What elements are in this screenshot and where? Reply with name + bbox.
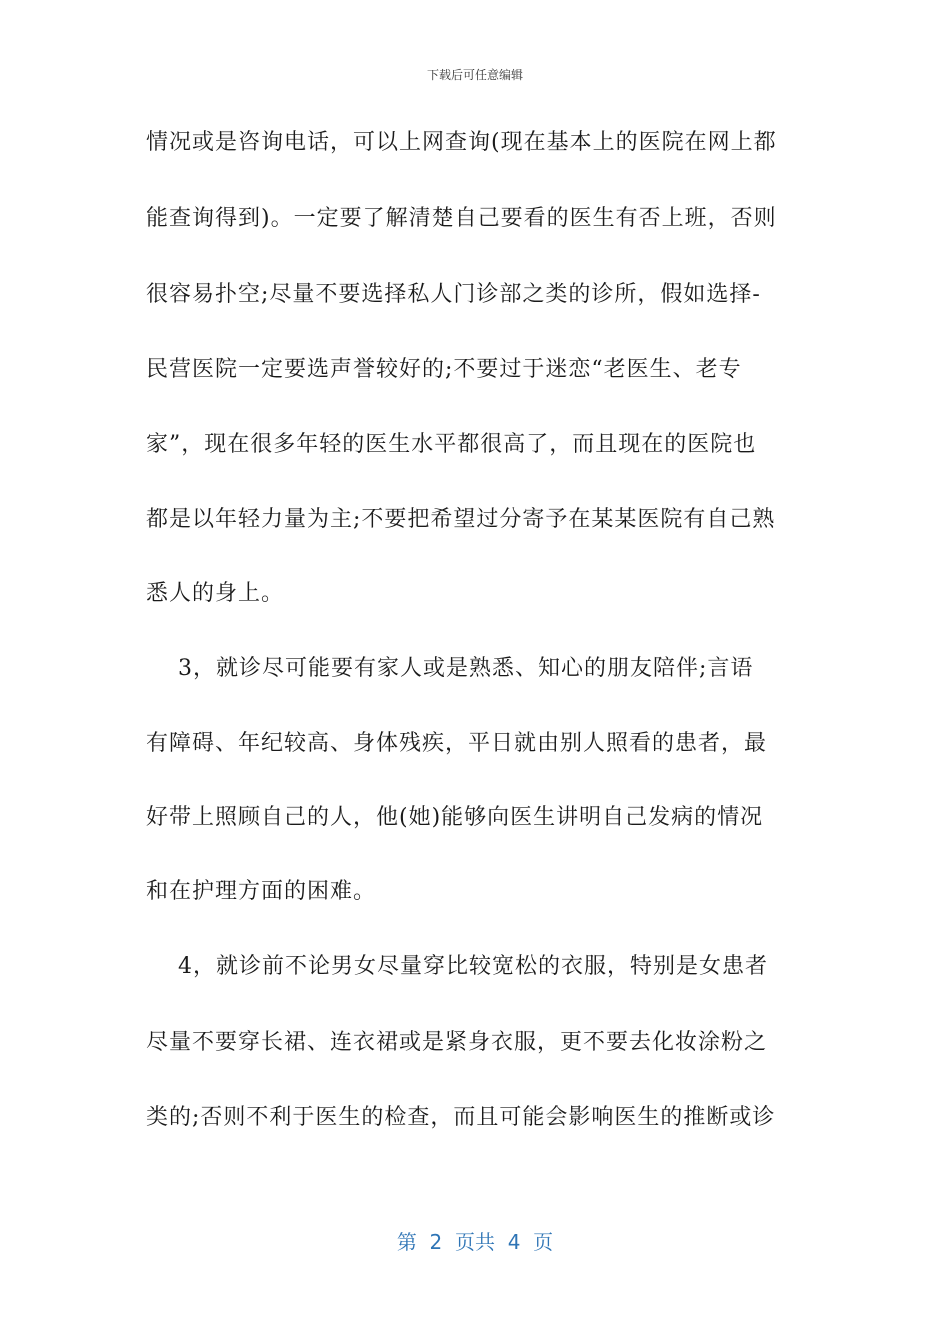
page-number-footer: 第 2 页共 4 页 xyxy=(396,1230,554,1254)
body-line: 家”，现在很多年轻的医生水平都很高了，而且现在的医院也 xyxy=(146,432,757,457)
body-line: 尽量不要穿长裙、连衣裙或是紧身衣服，更不要去化妆涂粉之 xyxy=(146,1030,768,1055)
body-line: 能查询得到)。一定要了解清楚自己要看的医生有否上班，否则 xyxy=(146,206,777,231)
body-line: 都是以年轻力量为主;不要把希望过分寄予在某某医院有自己熟 xyxy=(146,507,776,532)
body-line: 类的;否则不利于医生的检查，而且可能会影响医生的推断或诊 xyxy=(146,1105,776,1130)
body-line: 和在护理方面的困难。 xyxy=(146,879,377,904)
paragraph-4-first-line: 4，就诊前不论男女尽量穿比较宽松的衣服，特别是女患者 xyxy=(146,954,768,979)
body-line: 民营医院一定要选声誉较好的;不要过于迷恋“老医生、老专 xyxy=(146,357,742,382)
page-header: 下载后可任意编辑 xyxy=(426,68,523,82)
body-line: 有障碍、年纪较高、身体残疾，平日就由别人照看的患者，最 xyxy=(146,731,768,756)
body-line: 很容易扑空;尽量不要选择私人门诊部之类的诊所，假如选择- xyxy=(146,282,761,307)
paragraph-3-first-line: 3，就诊尽可能要有家人或是熟悉、知心的朋友陪伴;言语 xyxy=(146,656,754,681)
body-line: 悉人的身上。 xyxy=(146,581,285,606)
body-line: 好带上照顾自己的人，他(她)能够向医生讲明自己发病的情况 xyxy=(146,805,764,830)
body-line: 情况或是咨询电话，可以上网查询(现在基本上的医院在网上都 xyxy=(146,130,777,155)
